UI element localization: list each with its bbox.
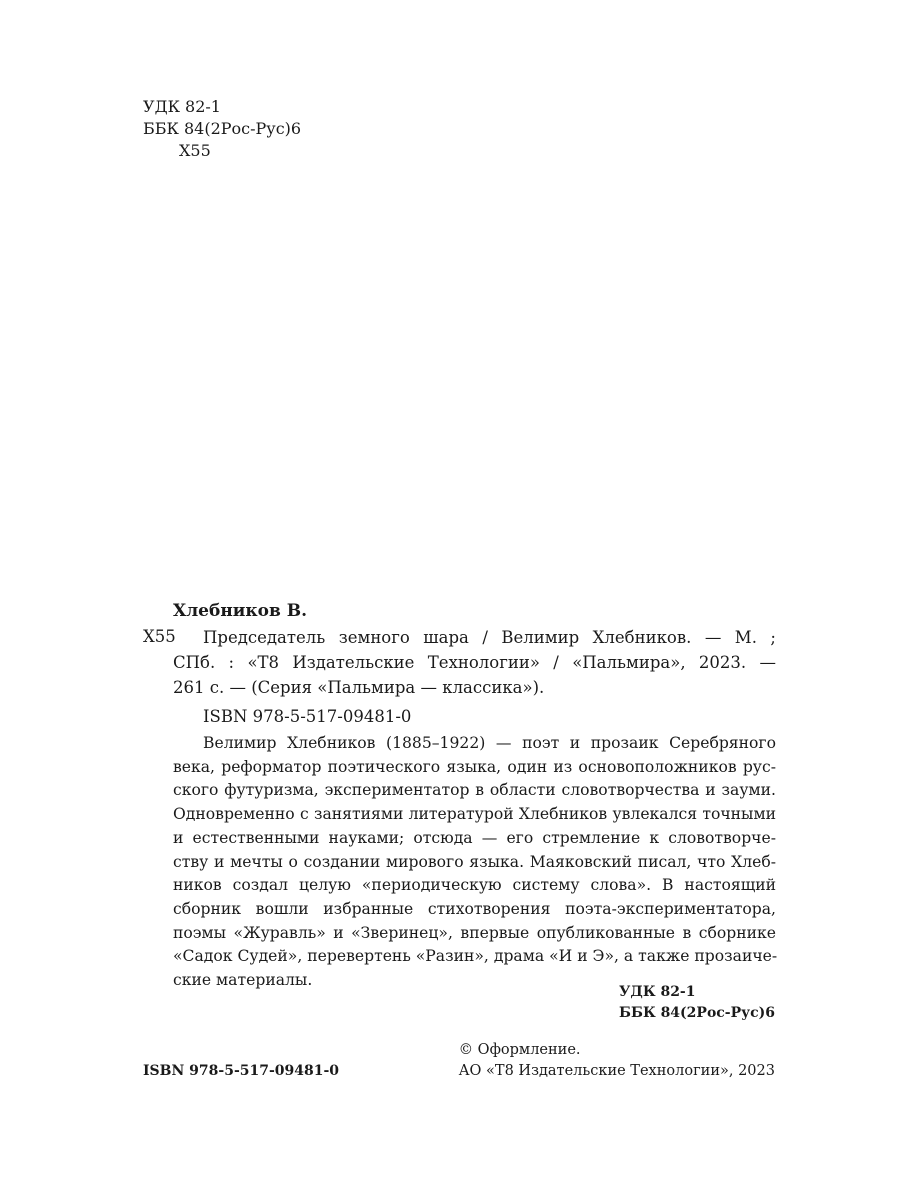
top-classification-codes: [143, 96, 301, 162]
bottom-bbk-code: ББК 84(2Рос-Рус)6: [619, 1005, 775, 1021]
author-heading: Хлебников В.: [173, 601, 308, 621]
annotation-line: Одновременно с занятиями литературой Хлебников увлекался точными: [173, 805, 776, 824]
top-author-mark: Х55: [179, 141, 211, 160]
record-author-mark: Х55: [143, 627, 176, 646]
bibliographic-description: [173, 625, 776, 700]
annotation-line: ского футуризма, экспериментатор в области словотворчества и зауми.: [173, 781, 776, 800]
annotation-line: сборник вошли избранные стихотворения поэта-экспериментатора,: [173, 899, 776, 918]
biblio-line: СПб. : «Т8 Издательские Технологии» / «Пальмира», 2023. —: [173, 653, 776, 672]
annotation-line: и естественными науками; отсюда — его стремление к словотворче-: [173, 828, 776, 847]
biblio-line: 261 с. — (Серия «Пальмира — классика»).: [173, 678, 545, 697]
publisher-line: АО «Т8 Издательские Технологии», 2023: [458, 1063, 775, 1079]
top-udk-code: УДК 82-1: [143, 97, 221, 116]
annotation-line: «Садок Судей», перевертень «Разин», драма «И и Э», а также прозаиче-: [173, 947, 778, 966]
annotation-line: поэмы «Журавль» и «Зверинец», впервые опубликованные в сборнике: [173, 923, 776, 942]
annotation-line: Велимир Хлебников (1885–1922) — поэт и прозаик Серебряного: [203, 734, 776, 752]
top-bbk-code: ББК 84(2Рос-Рус)6: [143, 119, 302, 138]
record-isbn: ISBN 978-5-517-09481-0: [203, 707, 412, 726]
annotation-line: века, реформатор поэтического языка, один из основоположников рус-: [173, 757, 776, 776]
annotation-line: ские материалы.: [173, 971, 313, 990]
copyright-line: © Оформление.: [458, 1042, 581, 1058]
annotation-text: [173, 732, 776, 993]
bottom-classification-codes: [619, 982, 775, 1024]
copyright-notice: [458, 1040, 775, 1082]
annotation-line: ников создал целую «периодическую систему слова». В настоящий: [173, 876, 776, 895]
annotation-line: ству и мечты о создании мирового языка. Маяковский писал, что Хлеб-: [173, 852, 776, 871]
bottom-udk-code: УДК 82-1: [619, 984, 696, 1000]
footer-isbn: ISBN 978-5-517-09481-0: [143, 1063, 340, 1079]
biblio-line: Председатель земного шара / Велимир Хлебников. — М. ;: [203, 628, 776, 647]
